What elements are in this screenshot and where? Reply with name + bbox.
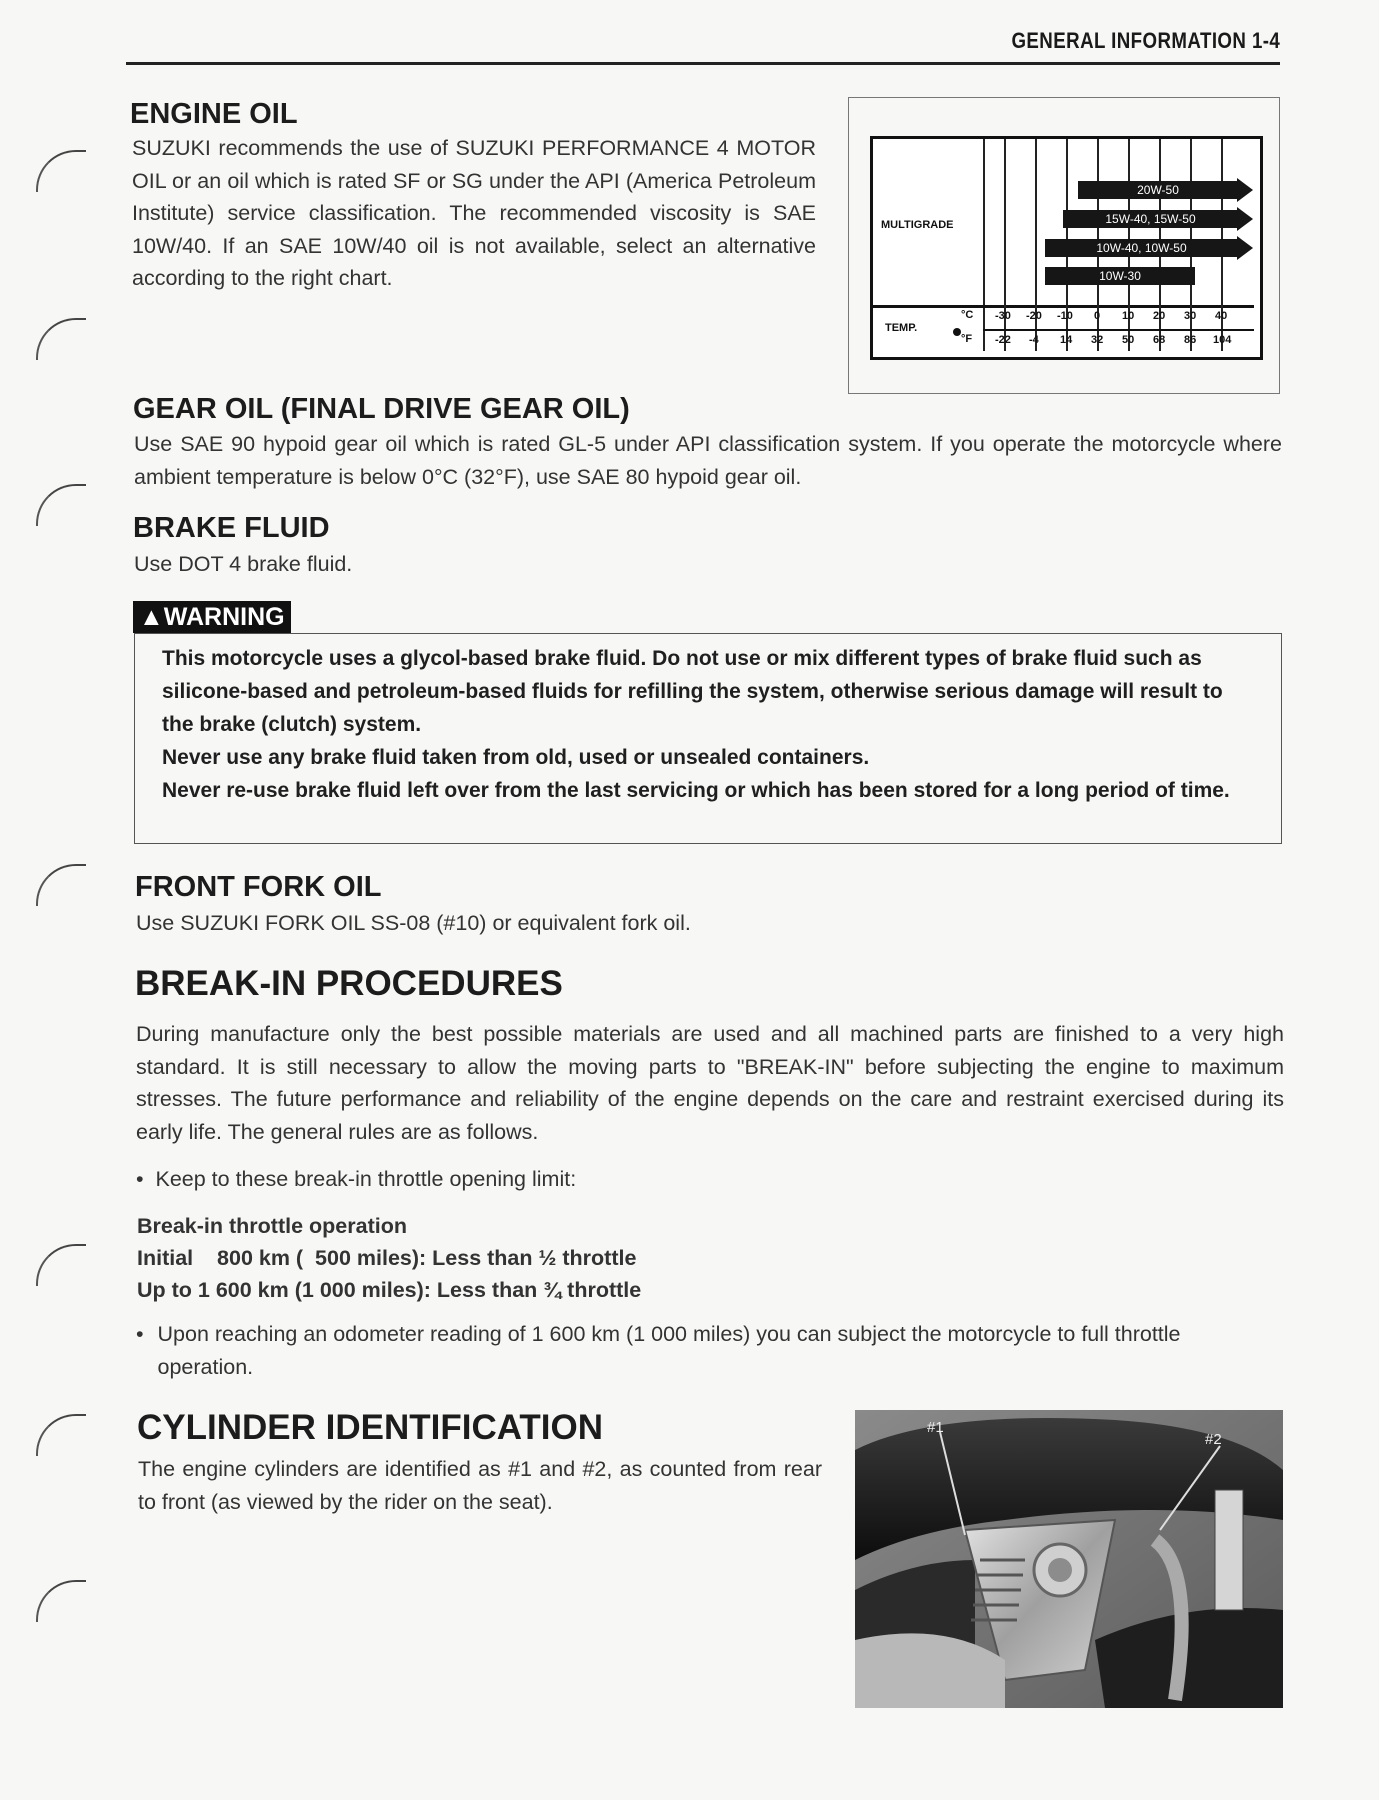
cylinder-heading: CYLINDER IDENTIFICATION: [137, 1408, 604, 1447]
celsius-tick: 0: [1094, 310, 1101, 322]
break-in-heading: BREAK-IN PROCEDURES: [135, 964, 563, 1003]
celsius-tick: -20: [1026, 310, 1042, 322]
cylinder-photo: [855, 1410, 1283, 1708]
grade-bar-15w40: 15W-40, 15W-50: [1063, 210, 1238, 228]
binder-mark: [36, 150, 86, 192]
binder-mark: [36, 1244, 86, 1286]
celsius-unit: °C: [961, 309, 974, 321]
fahrenheit-tick: 86: [1184, 334, 1197, 346]
warning-triangle-icon: ▲: [139, 603, 164, 631]
celsius-tick: -10: [1057, 310, 1073, 322]
celsius-tick: 40: [1215, 310, 1228, 322]
celsius-tick: 10: [1122, 310, 1135, 322]
dot-icon: [953, 328, 961, 336]
warning-text: [162, 642, 1252, 807]
multigrade-label: MULTIGRADE: [881, 219, 954, 231]
engine-oil-heading: ENGINE OIL: [130, 98, 298, 130]
fahrenheit-unit: °F: [961, 333, 973, 345]
bullet-icon: •: [136, 1167, 144, 1191]
bullet-icon: •: [136, 1322, 144, 1346]
throttle-line-1: Initial 800 km ( 500 miles): Less than ½ throttle: [137, 1246, 637, 1270]
brake-fluid-body: Use DOT 4 brake fluid.: [134, 552, 353, 576]
cylinder-body: The engine cylinders are identified as #1 and #2, as counted from rear to front (as viewed by the rider on the seat).: [138, 1457, 822, 1514]
fahrenheit-tick: -4: [1029, 334, 1039, 346]
viscosity-chart: [870, 136, 1263, 360]
throttle-line-2: Up to 1 600 km (1 000 miles): Less than ¾ throttle: [137, 1278, 642, 1302]
fahrenheit-tick: 104: [1213, 334, 1232, 346]
gear-oil-heading: GEAR OIL (FINAL DRIVE GEAR OIL): [133, 393, 630, 425]
cylinder-label-1: #1: [927, 1419, 944, 1436]
fahrenheit-tick: 68: [1153, 334, 1166, 346]
throttle-title: Break-in throttle operation: [137, 1214, 407, 1238]
fahrenheit-tick: 32: [1091, 334, 1104, 346]
engine-oil-body: SUZUKI recommends the use of SUZUKI PERFORMANCE 4 MOTOR OIL or an oil which is rated SF or SG under the API (America Petroleum Institute) service classification. The recommended viscosity is SAE 10W/40. If an SAE 10W/40 oil is not available, select an alternative according to the right chart.: [132, 136, 816, 290]
binder-mark: [36, 318, 86, 360]
warning-line: Never use any brake fluid taken from old, used or unsealed containers.: [162, 746, 870, 769]
warning-badge-label: WARNING: [163, 603, 285, 631]
warning-badge: [133, 601, 291, 633]
arrow-icon: [1237, 178, 1253, 202]
celsius-tick: 20: [1153, 310, 1166, 322]
brake-fluid-heading: BRAKE FLUID: [133, 512, 330, 544]
arrow-icon: [1237, 236, 1253, 260]
running-header: [126, 22, 1280, 65]
warning-line: This motorcycle uses a glycol-based brake fluid. Do not use or mix different types of brake fluid such as silicone-based and petroleum-based fluids for refilling the system, otherwise serious damage will result to the brake (clutch) system.: [162, 647, 1223, 736]
header-text: GENERAL INFORMATION 1-4: [1011, 28, 1280, 53]
break-in-body: During manufacture only the best possible materials are used and all machined parts are finished to a very high standard. It is still necessary to allow the moving parts to "BREAK-IN" before subjecting the engine to maximum stresses. The future performance and reliability of the engine depends on the care and restraint exercised during its early life. The general rules are as follows.: [136, 1022, 1284, 1144]
bullet-text: Keep to these break-in throttle opening limit:: [155, 1167, 577, 1191]
grade-bar-20w50: 20W-50: [1078, 181, 1238, 199]
bullet-text: Upon reaching an odometer reading of 1 600 km (1 000 miles) you can subject the motorcycle to full throttle operation.: [157, 1322, 1181, 1379]
grade-bar-10w30: 10W-30: [1045, 267, 1195, 285]
binder-mark: [36, 484, 86, 526]
cylinder-label-2: #2: [1205, 1431, 1222, 1448]
fahrenheit-tick: 14: [1060, 334, 1073, 346]
fork-oil-heading: FRONT FORK OIL: [135, 871, 382, 903]
warning-line: Never re-use brake fluid left over from the last servicing or which has been stored for a long period of time.: [162, 779, 1230, 802]
binder-mark: [36, 864, 86, 906]
binder-mark: [36, 1414, 86, 1456]
break-in-bullet-1: [136, 1163, 576, 1196]
celsius-tick: -30: [995, 310, 1011, 322]
fahrenheit-tick: 50: [1122, 334, 1135, 346]
engine-photo-graphic: [855, 1410, 1283, 1708]
arrow-icon: [1237, 207, 1253, 231]
fork-oil-body: Use SUZUKI FORK OIL SS-08 (#10) or equivalent fork oil.: [136, 911, 691, 935]
grade-bar-10w40: 10W-40, 10W-50: [1045, 239, 1238, 257]
break-in-bullet-2: [136, 1318, 1286, 1383]
binder-mark: [36, 1580, 86, 1622]
celsius-tick: 30: [1184, 310, 1197, 322]
fahrenheit-tick: -22: [995, 334, 1011, 346]
temp-label: TEMP.: [885, 322, 918, 334]
gear-oil-body: Use SAE 90 hypoid gear oil which is rated GL-5 under API classification system. If you operate the motorcycle where ambient temperature is below 0°C (32°F), use SAE 80 hypoid gear oil.: [134, 432, 1282, 489]
